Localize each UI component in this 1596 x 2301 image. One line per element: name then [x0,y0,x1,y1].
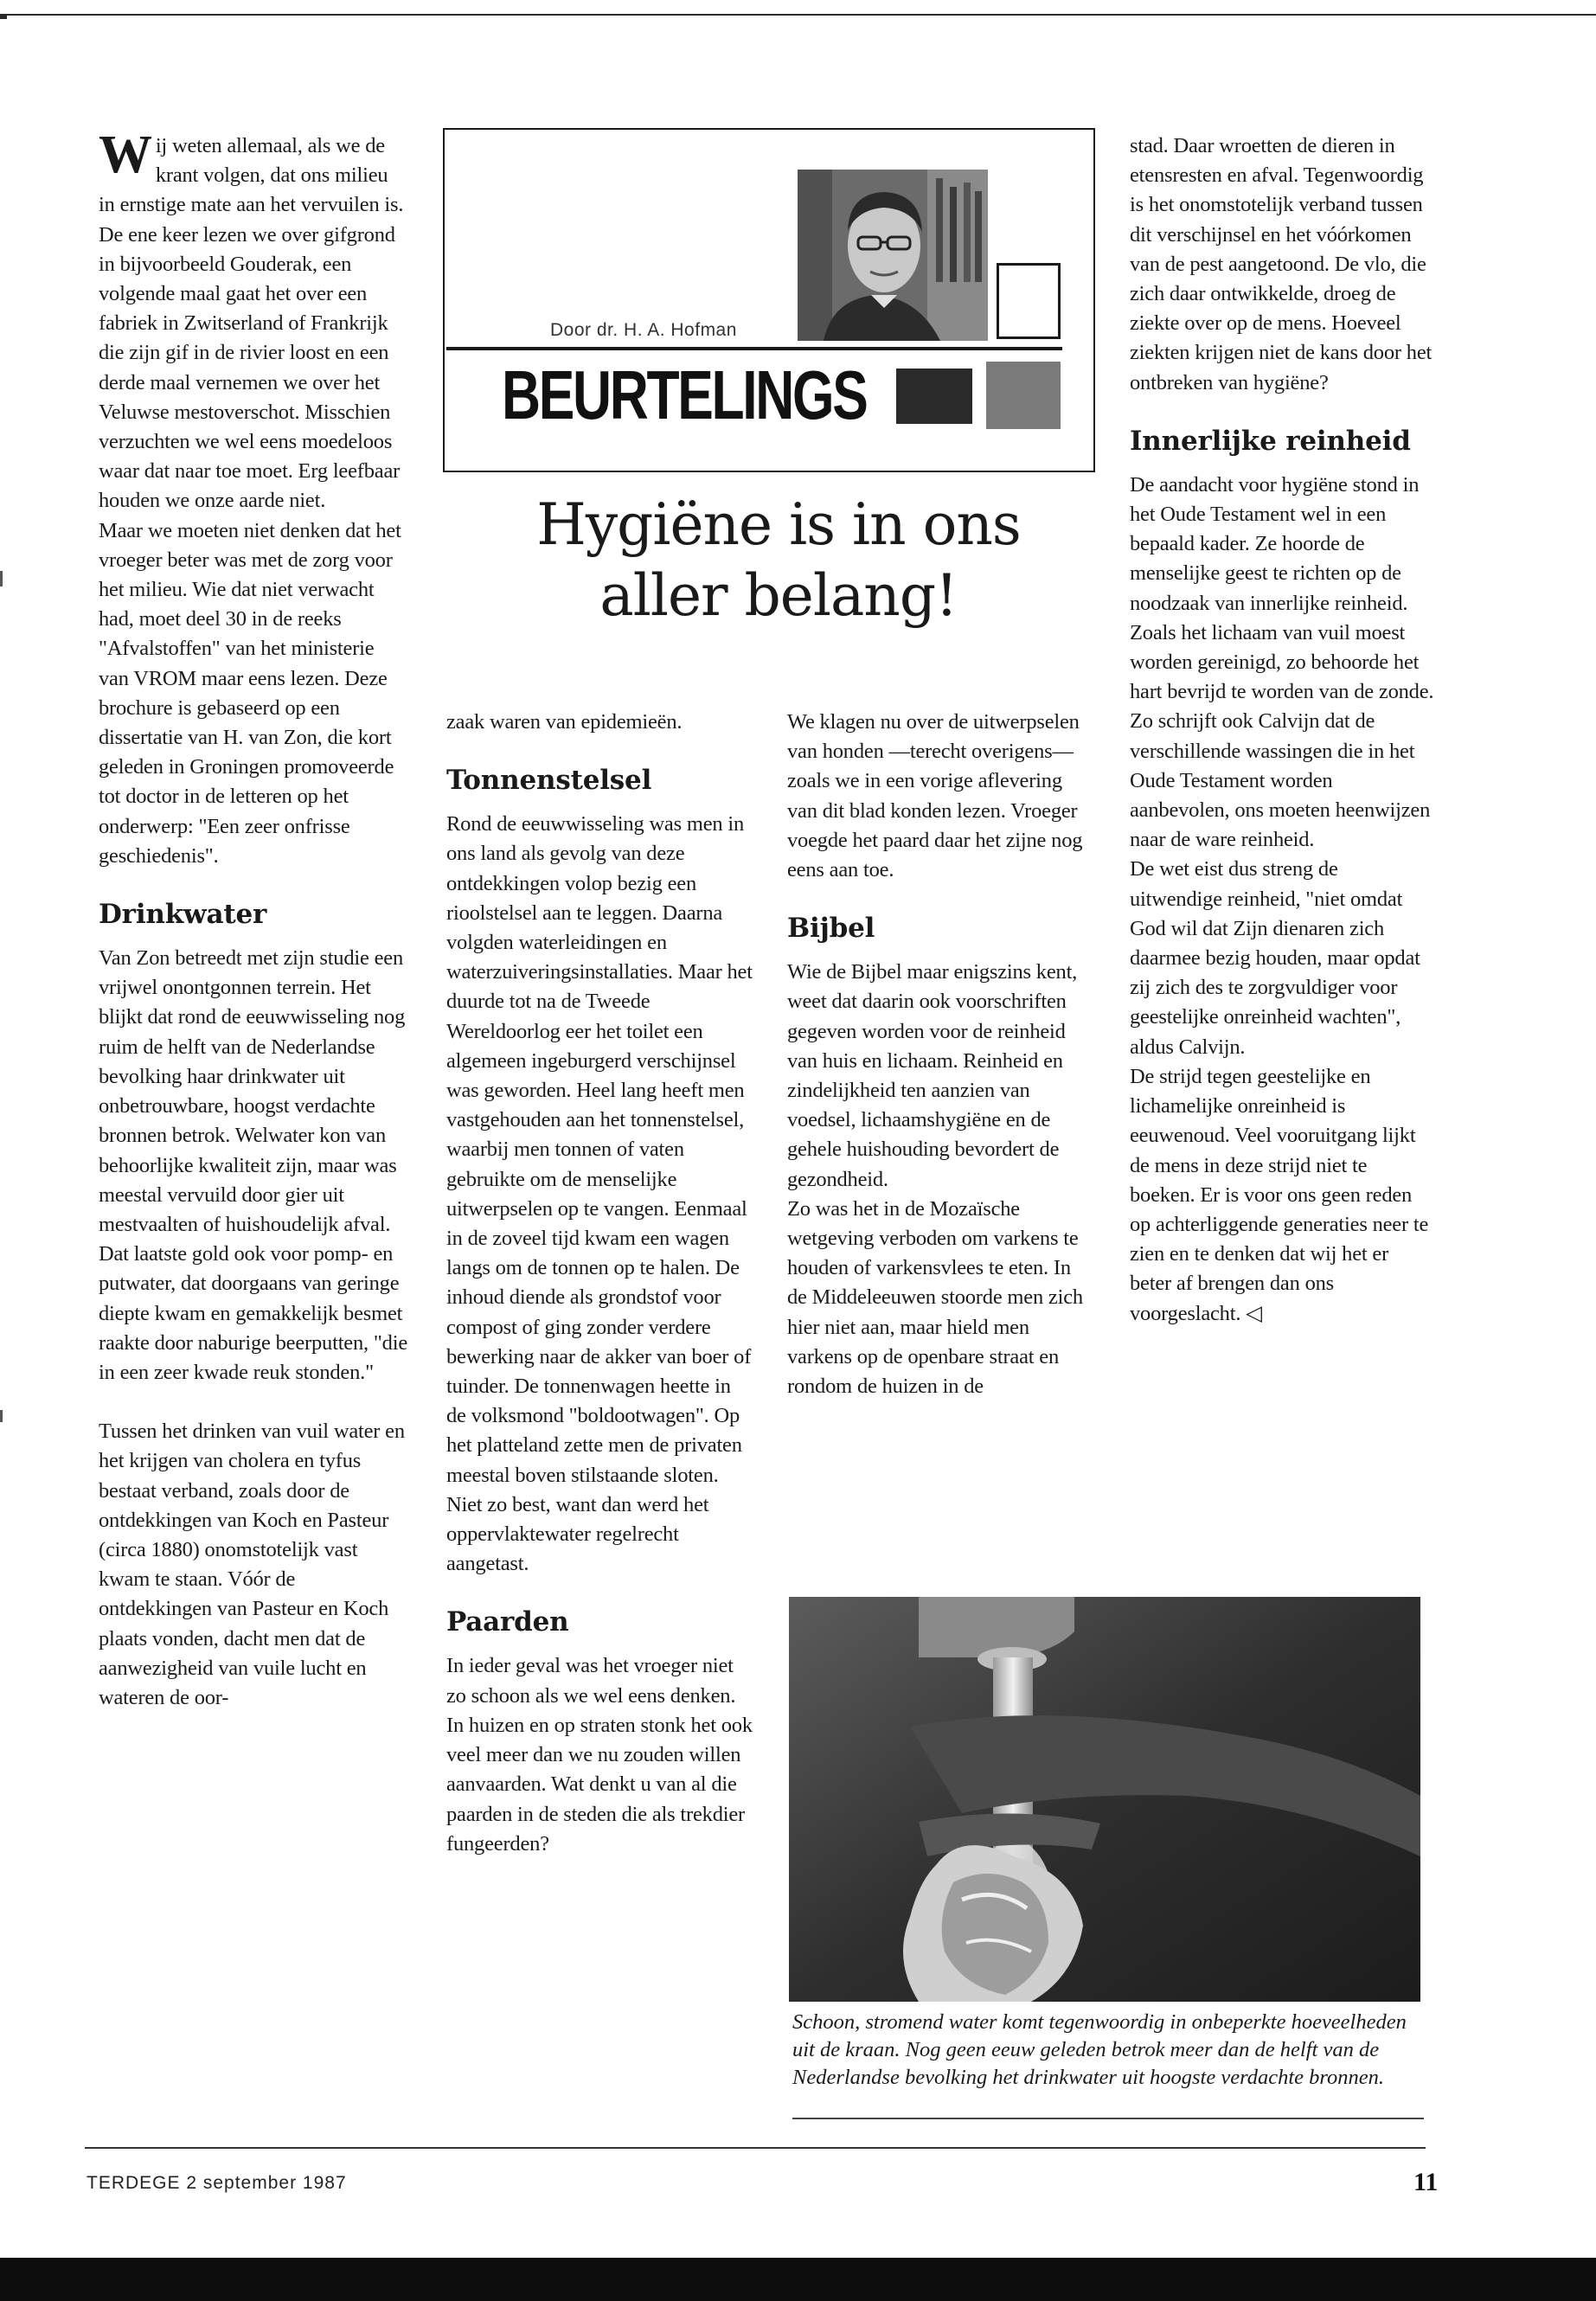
paragraph: De aandacht voor hygiëne stond in het Oude Testament wel in een bepaald kader. Ze hoorde de menselijke geest te richten op de noodzaak van innerlijke reinheid. Zoals het lichaam van vuil moest worden gereinigd, zo behoorde het hart bevrijd te worden van de zonde. Zo schrijft ook Calvijn dat de verschillende wassingen die in het Oude Testament worden aanbevolen, ons moeten heenwijzen naar de ware reinheid. [1130,472,1434,852]
paragraph: stad. Daar wroetten de dieren in etensresten en afval. Tegenwoordig is het onomstotelijk verband tussen dit verschijnsel en het vóórkomen van de pest aangetoond. De vlo, die zich daar ontwikkelde, droeg de ziekte over op de mens. Hoeveel ziekten krijgen niet de kans door het ontbreken van hygiëne? [1130,134,1433,394]
header-square-dark [896,369,972,424]
caption-rule [792,2118,1424,2119]
column-title: BEURTELINGS [502,356,867,433]
column-3 [787,708,1092,1401]
paragraph: Tussen het drinken van vuil water en het krijgen van cholera en tyfus bestaat verband, zoals door de ontdekkingen van Koch en Pasteur (circa 1880) onomstotelijk vast kwam te staan. Vóór de ontdekkingen van Pasteur en Koch plaats vonden, dacht men dat de aanwezigheid van vuile lucht en wateren de oor- [99,1420,405,1709]
header-rule [446,347,1062,350]
subheading-drinkwater: Drinkwater [99,899,267,931]
paragraph: Rond de eeuwwisseling was men in ons land als gevolg van deze ontdekkingen volop bezig een rioolstelsel aan te leggen. Daarna volgden waterleidingen en waterzuiveringsinstallaties. Maar het duurde tot na de Tweede Wereldoorlog eer het toilet een algemeen ingeburgerd verschijnsel was geworden. Heel lang heeft men vastgehouden aan het tonnenstelsel, waarbij men tonnen of vaten gebruikte om de menselijke uitwerpselen op te vangen. Eenmaal in de zoveel tijd kwam een wagen langs om de tonnen op te halen. De inhoud diende als grondstof voor compost of ging zonder verdere bewerking naar de akker van boer of tuinder. De tonnenwagen heette in de volksmond "boldootwagen". Op het platteland zette men de privaten meestal boven stilstaande sloten. Niet zo best, want dan werd het oppervlaktewater regelrecht aangetast. [446,812,753,1576]
tap-water-photo [789,1597,1420,2002]
paragraph: Van Zon betreedt met zijn studie een vrijwel onontgonnen terrein. Het blijkt dat rond de eeuwwisseling nog ruim de helft van de Nederlandse bevolking haar drinkwater uit onbetrouwbare, hoogst verdachte bronnen betrok. Welwater kon van behoorlijke kwaliteit zijn, maar was meestal vervuild door gier uit mestvaalten of huishoudelijk afval. Dat laatste gold ook voor pomp- en putwater, dat doorgaans van geringe diepte kwam en gemakkelijk besmet raakte door naburige beerputten, "die in een zeer kwade reuk stonden." [99,946,408,1384]
corner-mark [0,14,7,19]
subheading-paarden: Paarden [446,1606,569,1638]
paragraph: Zo was het in de Mozaïsche wetgeving verboden om varkens te houden of varkensvlees te eten. In de Middeleeuwen stoorde men zich hier niet aan, maar hield men varkens op de openbare straat en rondom de huizen in de [787,1196,1083,1399]
subheading-tonnenstelsel: Tonnenstelsel [446,765,652,797]
headline: Hygiëne is in ons aller belang! [536,491,1021,629]
byline: Door dr. H. A. Hofman [550,320,737,340]
column-1 [99,125,408,1713]
paragraph: Maar we moeten niet denken dat het vroeger beter was met de zorg voor het milieu. Wie dat niet verwacht had, moet deel 30 in de reeks "Afvalstoffen" van het ministerie van VROM maar eens lezen. Deze brochure is gebaseerd op een dissertatie van H. van Zon, die kort geleden in Groningen promoveerde tot doctor in de letteren op het onderwerp: "Een zeer onfrisse geschiedenis". [99,518,401,868]
paragraph: Wij weten allemaal, als we de krant volgen, dat ons milieu in ernstige mate aan het vervuilen is. De ene keer lezen we over gifgrond in bijvoorbeeld Gouderak, een volgende maal gaat het over een fabriek in Zwitserland of Frankrijk die zijn gif in de rivier loost en een derde maal vernemen we over het Veluwse mestoverschot. Misschien verzuchten we wel eens moedeloos waar dat naar toe moet. Erg leefbaar houden we onze aarde niet. [99,125,404,513]
subheading-bijbel: Bijbel [787,913,875,945]
subheading-innerlijke-reinheid: Innerlijke reinheid [1130,425,1411,457]
photo-caption: Schoon, stromend water komt tegenwoordig in onbeperkte hoeveelheden uit de kraan. Nog geen eeuw geleden betrok meer dan de helft van de Nederlandse bevolking het drinkwater uit hoogste verdachte bronnen. [792,2010,1407,2089]
publication-info: TERDEGE 2 september 1987 [87,2173,347,2193]
paragraph: In ieder geval was het vroeger niet zo schoon als we wel eens denken. In huizen en op straten stonk het ook veel meer dan we nu zouden willen aanvaarden. Wat denkt u van al die paarden in de steden die als trekdier fungeerden? [446,1654,753,1856]
header-square-outline [997,263,1061,339]
drop-cap: W [99,125,152,184]
paragraph: We klagen nu over de uitwerpselen van honden —terecht overigens— zoals we in een vorige aflevering van dit blad konden lezen. Vroeger voegde het paard daar het zijne nog eens aan toe. [787,710,1083,882]
column-4 [1130,131,1434,1329]
paragraph: De wet eist dus streng de uitwendige reinheid, "niet omdat God wil dat Zijn dienaren zich daarmee bezig houden, maar opdat zij zich des te zorgvuldiger voor geestelijke onreinheid wachten", aldus Calvijn. [1130,857,1420,1059]
author-photo [798,170,988,341]
paragraph: De strijd tegen geestelijke en lichamelijke onreinheid is eeuwenoud. Veel vooruitgang lijkt de mens in deze strijd niet te boeken. Er is voor ons geen reden op achterliggende generaties neer te zien en te denken dat wij het er beter af brengen dan ons voorgeslacht. ◁ [1130,1064,1429,1325]
scan-artifact [0,571,3,586]
footer-rule [85,2147,1426,2149]
scan-bottom-edge [0,2258,1596,2301]
column-2 [446,708,753,1859]
header-square-grey [986,362,1061,429]
scan-artifact [0,1410,3,1422]
top-rule [0,14,1596,16]
paragraph: zaak waren van epidemieën. [446,710,683,734]
page-number: 11 [1413,2168,1439,2196]
paragraph: Wie de Bijbel maar enigszins kent, weet dat daarin ook voorschriften gegeven worden voor de reinheid van huis en lichaam. Reinheid en zindelijkheid ten aanzien van voedsel, lichaamshygiëne en de gehele huishouding bevordert de gezondheid. [787,960,1078,1191]
